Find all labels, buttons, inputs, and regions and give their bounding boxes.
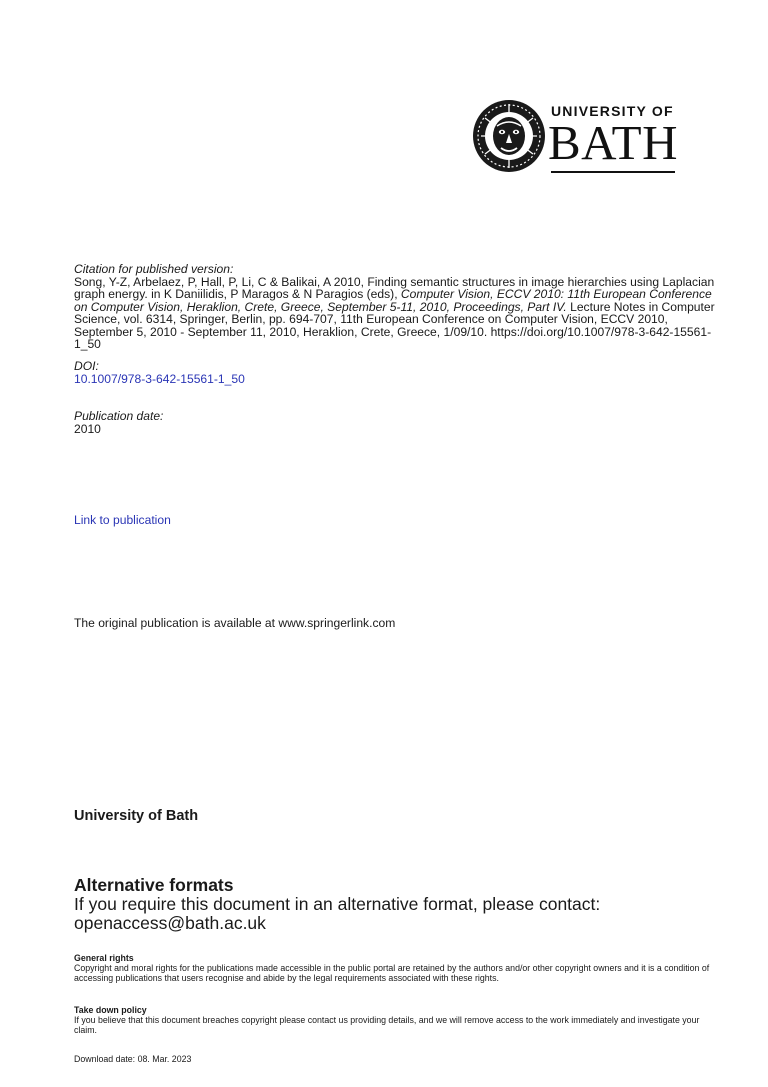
logo-underline <box>551 171 675 173</box>
alternative-formats-text: If you require this document in an alternative format, please contact: <box>74 894 601 914</box>
publication-date-block <box>74 410 724 435</box>
doi-block <box>74 360 724 385</box>
general-rights-block <box>74 953 724 983</box>
alternative-formats-block <box>74 876 724 933</box>
doi-link[interactable]: 10.1007/978-3-642-15561-1_50 <box>74 371 245 386</box>
citation-block <box>74 263 724 351</box>
publication-date-label: Publication date: <box>74 409 164 423</box>
take-down-policy-text: If you believe that this document breaches copyright please contact us providing details, and we will remove access to the work immediately and investigate your claim. <box>74 1015 700 1035</box>
doi-label: DOI: <box>74 359 99 373</box>
general-rights-text: Copyright and moral rights for the publications made accessible in the public portal are retained by the authors and/or other copyright owners and it is a condition of accessing publications that users recognise and abide by the legal requirements associated with these rights. <box>74 963 710 983</box>
take-down-policy-block <box>74 1005 724 1035</box>
take-down-policy-heading: Take down policy <box>74 1005 147 1015</box>
publication-date-value: 2010 <box>74 421 101 436</box>
citation-label: Citation for published version: <box>74 262 234 276</box>
alternative-formats-heading: Alternative formats <box>74 875 234 895</box>
link-to-publication-block <box>74 514 724 527</box>
university-of-bath-logo <box>471 98 677 174</box>
general-rights-heading: General rights <box>74 953 134 963</box>
original-publication-note: The original publication is available at www.springerlink.com <box>74 616 396 630</box>
citation-text-part2: Computer Vision, ECCV 2010: 11th European Conference on Computer Vision, Heraklion, Crete, Greece, September 5-11, 2010, Proceedings, Part IV. <box>74 287 712 314</box>
download-date: Download date: 08. Mar. 2023 <box>74 1054 192 1064</box>
logo-line-bath: BATH <box>548 115 678 170</box>
citation-text-part1: Song, Y-Z, Arbelaez, P, Hall, P, Li, C & Balikai, A 2010, Finding semantic structures in image hierarchies using Laplacian graph energy. in K Daniilidis, P Maragos & N Paragios (eds), <box>74 274 715 301</box>
bath-seal-icon <box>471 98 547 174</box>
citation-text-part3: Lecture Notes in Computer Science, vol. 6314, Springer, Berlin, pp. 694-707, 11th European Conference on Computer Vision, ECCV 2010, September 5, 2010 - September 11, 2010, Heraklion, Crete, Greece, 1/09/10. https://doi.org/10.1007/978-3-642-15561-1_50 <box>74 299 715 351</box>
logo-line-university-of: UNIVERSITY OF <box>551 103 674 119</box>
link-to-publication[interactable]: Link to publication <box>74 513 171 527</box>
alternative-formats-email: openaccess@bath.ac.uk <box>74 913 266 933</box>
institution-name: University of Bath <box>74 808 199 824</box>
